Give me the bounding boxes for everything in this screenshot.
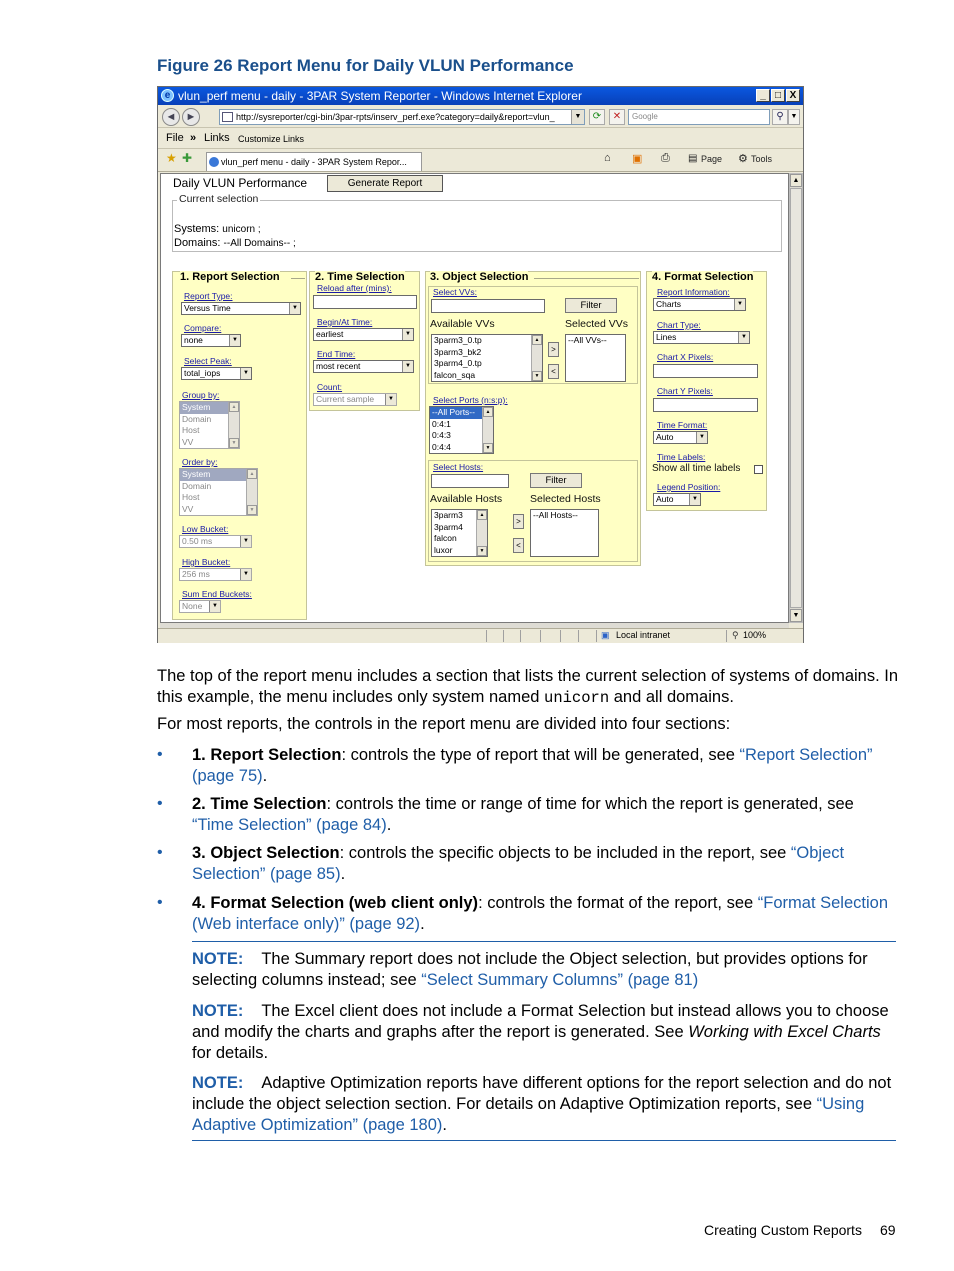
zoom-level[interactable]: 100% [743,630,767,640]
search-input[interactable]: Google [628,109,770,125]
port-option[interactable]: 0:4:3 [432,430,451,440]
generate-report-button[interactable]: Generate Report [327,175,443,192]
scrollbar[interactable] [246,469,257,515]
menu-links[interactable]: Links [204,132,230,144]
arrow-down-icon[interactable]: ▼ [247,505,257,515]
available-vv-option[interactable]: 3parm4_0.tp [434,358,482,368]
group-by-option[interactable]: VV [182,436,194,447]
page-number: 69 [880,1222,896,1238]
group-by-list[interactable] [179,401,240,449]
legend-position-select[interactable] [653,493,701,506]
adaptive-optimization-link[interactable]: “Using Adaptive Optimization” (page 180) [192,1095,865,1134]
close-button[interactable]: X [786,89,800,102]
figure-title: Figure 26 Report Menu for Daily VLUN Performance [157,56,574,75]
selected-vvs-list[interactable] [565,334,626,382]
print-icon[interactable]: ⎙ [661,152,670,164]
report-page-title: Daily VLUN Performance [173,176,308,190]
note-text: Adaptive Optimization reports have different options for the report selection and do not include the object selection section. For details on Adaptive Optimization reports, see [192,1074,892,1113]
menu-file[interactable]: File [166,132,184,144]
arrow-up-icon[interactable]: ▲ [247,469,257,479]
high-bucket-label: High Bucket: [182,557,231,567]
time-format-label: Time Format: [657,420,708,430]
select-hosts-label: Select Hosts: [433,462,484,472]
add-vv-button[interactable]: > [548,342,559,357]
compare-label: Compare: [184,323,222,333]
note-end: . [442,1116,447,1134]
note-excel [192,1001,898,1064]
available-host-option[interactable]: falcon [434,533,457,543]
menu-bar [158,129,803,149]
begin-time-select[interactable] [313,328,414,341]
vv-filter-button[interactable]: Filter [565,298,617,313]
chevron-down-icon: ▼ [240,368,251,379]
time-labels-label: Time Labels: [657,452,706,462]
time-selection-heading: 2. Time Selection [315,271,405,283]
arrow-up-icon[interactable]: ▲ [790,174,802,187]
select-ports-label: Select Ports (n:s:p): [433,395,508,405]
selected-hosts-list[interactable] [530,509,599,557]
legend-position-label: Legend Position: [657,482,721,492]
note-adaptive-optimization [192,1073,898,1136]
browser-window [157,86,804,643]
available-host-option[interactable]: 3parm4 [434,521,463,532]
report-selection-link[interactable]: “Report Selection” (page 75) [192,746,873,785]
bullet-object-selection [192,843,897,885]
bullet-end: . [386,816,392,834]
object-selection-heading: 3. Object Selection [430,271,529,283]
chevron-down-icon: ▼ [289,303,300,314]
refresh-icon[interactable]: ⟳ [589,109,605,125]
end-time-label: End Time: [317,349,356,359]
chevron-down-icon: ▼ [209,601,220,612]
window-title: vlun_perf menu - daily - 3PAR System Reporter - Windows Internet Explorer [178,89,582,103]
note-text: The Excel client does not include a Format Selection but instead allows you to choose and modify the charts and graphs after the report is generated. See [192,1002,889,1041]
low-bucket-select[interactable] [179,535,252,548]
available-vv-option[interactable]: 3parm3_bk2 [434,346,482,357]
status-bar [158,628,803,643]
available-vvs-label: Available VVs [430,318,495,330]
chart-x-pixels-label: Chart X Pixels: [657,352,714,362]
show-all-time-labels-checkbox[interactable] [754,465,763,474]
sum-end-buckets-value: None [182,601,203,611]
available-hosts-label: Available Hosts [430,493,503,505]
format-selection-heading: 4. Format Selection [652,271,754,283]
scrollbar[interactable] [476,510,487,556]
page-menu[interactable]: Page [701,154,723,164]
add-host-button[interactable]: > [513,514,524,529]
search-icon[interactable]: ⚲ [772,109,788,125]
compare-value: none [184,335,203,345]
chevron-down-icon: ▼ [696,432,707,443]
order-by-label: Order by: [182,457,218,467]
order-by-option[interactable]: VV [182,503,194,514]
stop-icon[interactable]: ✕ [609,109,625,125]
bullet-report-selection [192,745,897,787]
chart-type-value: Lines [656,332,677,342]
bullet-bold: 4. Format Selection (web client only) [192,894,479,912]
chart-y-pixels-input[interactable] [653,398,758,412]
intro-text-a: The top of the report menu includes a section that lists the current selection of systems of domains. In this example, the menu includes only system named [157,667,899,706]
report-type-value: Versus Time [184,303,231,313]
arrow-down-icon[interactable]: ▼ [483,443,493,453]
bullet-bold: 3. Object Selection [192,844,340,862]
intro-paragraph [157,666,902,709]
select-peak-select[interactable] [181,367,252,380]
chevron-down-icon[interactable]: ▼ [571,110,584,124]
report-information-value: Charts [656,299,682,309]
order-by-option[interactable]: Domain [182,480,212,491]
back-button[interactable]: ◄ [162,108,180,126]
address-bar [158,106,803,128]
count-select[interactable] [313,393,397,406]
group-by-option[interactable]: Domain [182,413,212,424]
ie-logo-icon: e [161,89,174,102]
vv-selection-box [428,286,638,384]
note-top-rule [192,941,896,942]
note-label: NOTE: [192,1002,244,1020]
systems-line [174,223,261,235]
report-selection-heading: 1. Report Selection [180,271,280,283]
vv-pattern-input[interactable] [431,299,545,313]
chevron-down-icon: ▼ [385,394,396,405]
intranet-icon: ▣ [601,630,610,640]
menu-customize-links[interactable]: Customize Links [238,134,305,144]
sections-paragraph: For most reports, the controls in the report menu are divided into four sections: [157,715,731,733]
port-option[interactable]: --All Ports-- [430,407,493,419]
remove-host-button[interactable]: < [513,538,524,553]
bullet-icon: • [157,746,163,763]
remove-vv-button[interactable]: < [548,364,559,379]
selected-hosts-label: Selected Hosts [530,493,601,505]
available-vv-option[interactable]: 3parm3_0.tp [434,335,482,345]
select-peak-value: total_iops [184,368,221,378]
ports-list[interactable] [429,406,494,454]
address-text: http://sysreporter/cgi-bin/3par-rpts/inserv_perf.exe?category=daily&report=vlun_ [236,112,555,122]
favorites-star-icon[interactable]: ★ [166,151,177,165]
domains-label: Domains: [174,237,221,249]
chart-type-label: Chart Type: [657,320,701,330]
forward-button[interactable]: ► [182,108,200,126]
bullet-end: . [420,915,425,933]
bullet-text: : controls the format of the report, see [478,894,758,912]
host-selection-box [428,460,638,562]
low-bucket-value: 0.50 ms [182,536,213,546]
scrollbar[interactable] [228,402,239,448]
arrow-up-icon[interactable]: ▲ [483,407,493,417]
port-option[interactable]: 0:4:1 [432,418,451,429]
add-favorite-icon[interactable]: ✚ [182,151,193,165]
page-menu-icon: ▤ [688,153,698,164]
reload-label: Reload after (mins): [317,283,392,293]
note-text: The Summary report does not include the Object selection, but provides options for selecting columns instead; see [192,950,868,989]
time-format-value: Auto [656,432,674,442]
systems-value: unicorn ; [222,224,261,235]
scrollbar[interactable] [482,407,493,453]
tab-vlun-perf[interactable] [206,152,422,171]
select-vvs-label: Select VVs: [433,287,477,297]
end-time-value: most recent [316,361,361,371]
arrow-down-icon[interactable]: ▼ [229,438,239,448]
chevron-down-icon: ▼ [240,569,251,580]
title-bar [158,87,803,105]
sum-end-buckets-label: Sum End Buckets: [182,589,252,599]
report-information-select[interactable] [653,298,746,311]
report-selection-section [172,271,307,620]
domains-value: --All Domains-- ; [223,238,296,249]
format-selection-link[interactable]: “Format Selection (Web interface only)” (page 92) [192,894,888,933]
bullet-time-selection [192,794,897,836]
object-selection-section [425,271,641,566]
arrow-down-icon[interactable]: ▼ [477,546,487,556]
tools-menu[interactable]: Tools [751,154,773,164]
home-icon[interactable]: ⌂ [604,152,611,164]
sum-end-buckets-select[interactable] [179,600,221,613]
chevron-down-icon: ▼ [738,332,749,343]
bullet-bold: 2. Time Selection [192,795,327,813]
chart-x-pixels-input[interactable] [653,364,758,378]
arrow-down-icon[interactable]: ▼ [790,609,802,622]
reload-input[interactable] [313,295,417,309]
available-host-option[interactable]: 3parm3 [434,510,463,520]
available-vvs-list[interactable] [431,334,543,382]
gear-icon: ⚙ [738,153,748,165]
address-input[interactable] [219,109,585,125]
bullet-bold: 1. Report Selection [192,746,342,764]
tab-bar [158,150,803,172]
note-label: NOTE: [192,1074,244,1092]
compare-select[interactable] [181,334,241,347]
page-icon [222,112,233,122]
chevron-down-icon: ▼ [734,299,745,310]
bullet-icon: • [157,795,163,812]
bullet-icon: • [157,844,163,861]
maximize-button[interactable]: □ [771,89,785,102]
zone-label: Local intranet [616,630,671,640]
end-time-select[interactable] [313,360,414,373]
order-by-option[interactable]: Host [182,492,200,502]
excel-charts-reference: Working with Excel Charts [688,1023,881,1041]
chevron-down-icon: ▼ [402,361,413,372]
search-options-icon[interactable]: ▼ [788,109,800,125]
menu-chevron[interactable]: » [190,132,197,144]
chevron-down-icon: ▼ [402,329,413,340]
scrollbar-thumb[interactable] [790,188,802,608]
time-selection-link[interactable]: “Time Selection” (page 84) [192,816,387,834]
intro-text-b: and all domains. [609,688,734,706]
selected-host-option[interactable]: --All Hosts-- [533,510,578,520]
chevron-down-icon: ▼ [229,335,240,346]
low-bucket-label: Low Bucket: [182,524,229,534]
report-information-label: Report Information: [657,287,730,297]
chevron-down-icon: ▼ [240,536,251,547]
select-peak-label: Select Peak: [184,356,232,366]
domains-line [174,237,296,249]
group-by-option[interactable]: System [180,402,239,414]
minimize-button[interactable]: _ [756,89,770,102]
high-bucket-select[interactable] [179,568,252,581]
format-selection-section [646,271,767,511]
bullet-end: . [340,865,346,883]
available-host-option[interactable]: luxor [434,544,453,555]
available-vv-option[interactable]: falcon_sqa [434,369,476,380]
note-bottom-rule [192,1140,896,1141]
footer-section: Creating Custom Reports [704,1222,862,1238]
system-name-code: unicorn [544,689,610,707]
chart-y-pixels-label: Chart Y Pixels: [657,386,713,396]
time-format-select[interactable] [653,431,708,444]
order-by-list[interactable] [179,468,258,516]
arrow-up-icon[interactable]: ▲ [477,510,487,520]
bullet-format-selection [192,893,897,935]
available-hosts-list[interactable] [431,509,488,557]
count-label: Count: [317,382,343,392]
arrow-up-icon[interactable]: ▲ [532,335,542,345]
ie-tab-icon [209,157,219,167]
selected-vvs-label: Selected VVs [565,318,629,330]
host-filter-button[interactable]: Filter [530,473,582,488]
report-type-label: Report Type: [184,291,233,301]
select-summary-columns-link[interactable]: “Select Summary Columns” (page 81) [421,971,699,989]
legend-position-value: Auto [656,494,674,504]
arrow-down-icon[interactable]: ▼ [532,371,542,381]
object-selection-link[interactable]: “Object Selection” (page 85) [192,844,845,883]
current-selection-legend: Current selection [179,193,259,205]
show-all-time-labels-text: Show all time labels [652,463,741,474]
time-selection-section [309,271,420,411]
tab-label: vlun_perf menu - daily - 3PAR System Repor... [221,157,407,167]
group-by-option[interactable]: Host [182,425,200,435]
note-end: for details. [192,1044,269,1062]
report-type-select[interactable] [181,302,301,315]
chart-type-select[interactable] [653,331,750,344]
bullet-text: : controls the type of report that will be generated, see [341,746,740,764]
count-value: Current sample [316,394,375,404]
scrollbar[interactable] [531,335,542,381]
selected-vv-option[interactable]: --All VVs-- [568,335,607,345]
arrow-up-icon[interactable]: ▲ [229,402,239,412]
zoom-icon: ⚲ [732,630,739,640]
chevron-down-icon: ▼ [689,494,700,505]
bullet-text: : controls the specific objects to be included in the report, see [339,844,791,862]
begin-time-value: earliest [316,329,344,339]
page-scrollbar[interactable] [789,173,803,623]
bullet-text: : controls the time or range of time for which the report is generated, see [326,795,854,813]
group-by-label: Group by: [182,390,220,400]
port-option[interactable]: 0:4:4 [432,441,451,452]
high-bucket-value: 256 ms [182,569,210,579]
feeds-icon[interactable]: ▣ [632,153,643,165]
page-content [160,173,789,623]
begin-time-label: Begin/At Time: [317,317,373,327]
bullet-end: . [262,767,268,785]
host-pattern-input[interactable] [431,474,509,488]
current-selection-box [172,193,782,252]
note-summary [192,949,898,991]
note-label: NOTE: [192,950,244,968]
order-by-option[interactable]: System [180,469,257,481]
bullet-icon: • [157,894,163,911]
systems-label: Systems: [174,223,220,235]
